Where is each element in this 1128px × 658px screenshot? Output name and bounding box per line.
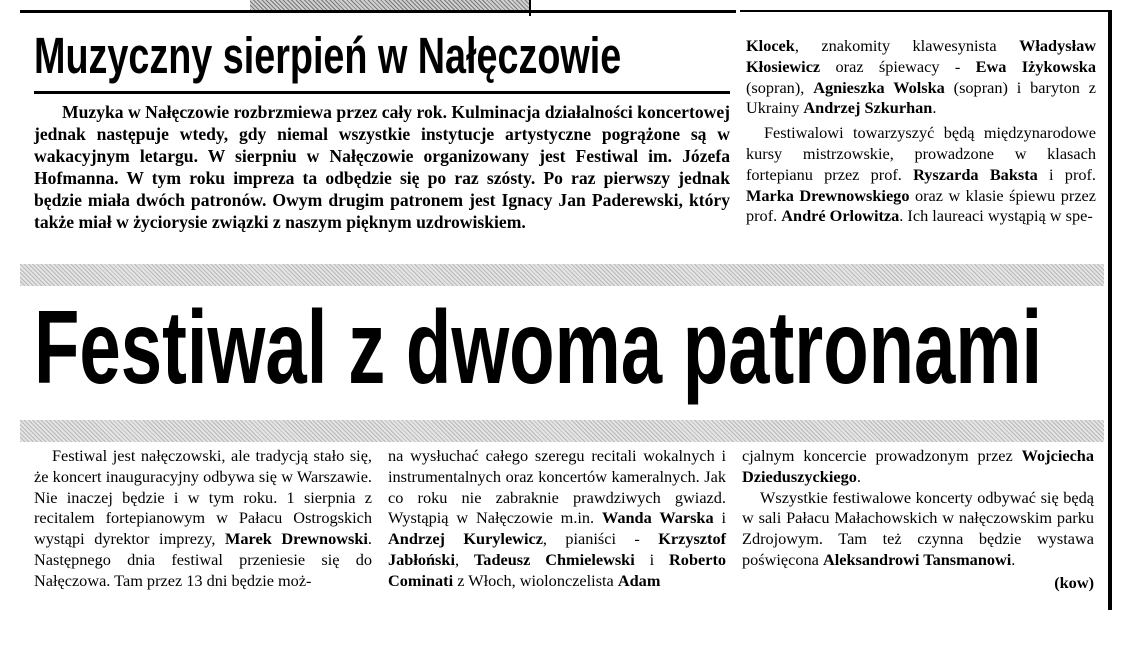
name-bold: Aleksandrowi Tansmanowi	[822, 549, 1012, 569]
name-bold: Wanda Warska	[601, 508, 714, 528]
body-paragraph: Festiwal jest nałęczowski, ale tradycją stało się, że koncert inauguracyjny odbywa się w Warszawie. Nie inaczej będzie i w tym roku. 1 sierpnia z recitalem fortepianowym w Pałacu Ostrogskich wystąpi dyrektor imprezy, Marek Drewnowski. Następnego dnia festiwal przeniesie się do Nałęczowa. Tam przez 13 dni będzie moż-	[34, 446, 372, 590]
name-bold: Marka Drewnowskiego	[746, 185, 910, 205]
name-bold: Ewa Iżykowska	[975, 56, 1096, 76]
right-col-paragraph-2: Festiwalowi towarzyszyć będą międzynarodowe kursy mistrzowskie, prowadzone w klasach fortepianu przez prof. Ryszarda Baksta i prof. Marka Drewnowskiego oraz w klasie śpiewu przez prof. André Orlowitza. Ich laureaci wystąpią w spe-	[746, 123, 1097, 226]
body-paragraph: Wszystkie festiwalowe koncerty odbywać się będą w sali Pałacu Małachowskich w nałęczowskim parku Zdrojowym. Tam też czynna będzie wystawa poświęcona Aleksandrowi Tansmanowi.	[742, 487, 1094, 569]
article-lead	[34, 101, 730, 233]
top-tick-rule	[529, 0, 531, 16]
name-bold: Marek Drewnowski	[225, 529, 368, 549]
name-bold: Krzysztof Jabłoński	[388, 529, 727, 569]
headline-underline	[34, 91, 730, 94]
name-bold: Władysław Kłosiewicz	[746, 36, 1096, 76]
top-right-rule	[740, 10, 1108, 12]
name-bold: Klocek	[746, 36, 795, 55]
halftone-band-upper	[20, 264, 1104, 286]
halftone-band-lower	[20, 420, 1104, 442]
right-col-paragraph-1: Klocek, znakomity klawesynista Władysław Kłosiewicz oraz śpiewacy - Ewa Iżykowska (sopran), Agnieszka Wolska (sopran) i baryton z Ukrainy Andrzej Szkurhan.	[746, 36, 1096, 118]
author-signature: (kow)	[1054, 572, 1094, 592]
body-column-3	[742, 446, 1094, 594]
main-headline: Festiwal z dwoma patronami	[34, 290, 1043, 406]
body-column-2	[388, 446, 726, 592]
name-bold: Ryszarda Baksta	[913, 164, 1038, 184]
name-bold: Tadeusz Chmielewski	[473, 549, 635, 569]
name-bold: Andrzej Kurylewicz	[388, 529, 543, 549]
body-paragraph: cjalnym koncercie prowadzonym przez Wojciecha Dzieduszyckiego.	[742, 446, 1094, 486]
article-headline: Muzyczny sierpień w Nałęczowie	[34, 27, 622, 84]
right-border-rule	[1108, 10, 1112, 610]
name-bold: André Orlowitza	[781, 206, 900, 226]
name-bold: Wojciecha Dzieduszyckiego	[742, 446, 1094, 486]
top-halftone-band	[250, 0, 530, 10]
lead-paragraph: Muzyka w Nałęczowie rozbrzmiewa przez cały rok. Kulminacja działalności koncertowej jednak następuje wtedy, gdy niemal wszystkie instytucje artystyczne pogrążone są w wakacyjnym letargu. W sierpniu w Nałęczowie organizowany jest Festiwal im. Józefa Hofmanna. W tym roku impreza ta odbędzie się po raz szósty. Po raz pierwszy jednak będzie miała dwóch patronów. Owym drugim patronem jest Ignacy Jan Paderewski, który także miał w życiorysie związki z naszym pięknym uzdrowiskiem.	[34, 102, 730, 232]
body-paragraph: na wysłuchać całego szeregu recitali wokalnych i instrumentalnych oraz koncertów kameralnych. Jak co roku nie zabraknie prawdziwych gwiazd. Wystąpią w Nałęczowie m.in. Wanda Warska i Andrzej Kurylewicz, pianiści - Krzysztof Jabłoński, Tadeusz Chmielewski i Roberto Cominati z Włoch, wiolonczelista Adam	[388, 446, 727, 590]
name-bold: Roberto Cominati	[388, 549, 727, 590]
body-column-1	[34, 446, 372, 592]
right-column	[746, 36, 1096, 227]
name-bold: Agnieszka Wolska	[813, 77, 945, 97]
name-bold: Andrzej Szkurhan	[803, 98, 933, 118]
name-bold: Adam	[617, 570, 661, 590]
top-rule	[20, 10, 736, 13]
